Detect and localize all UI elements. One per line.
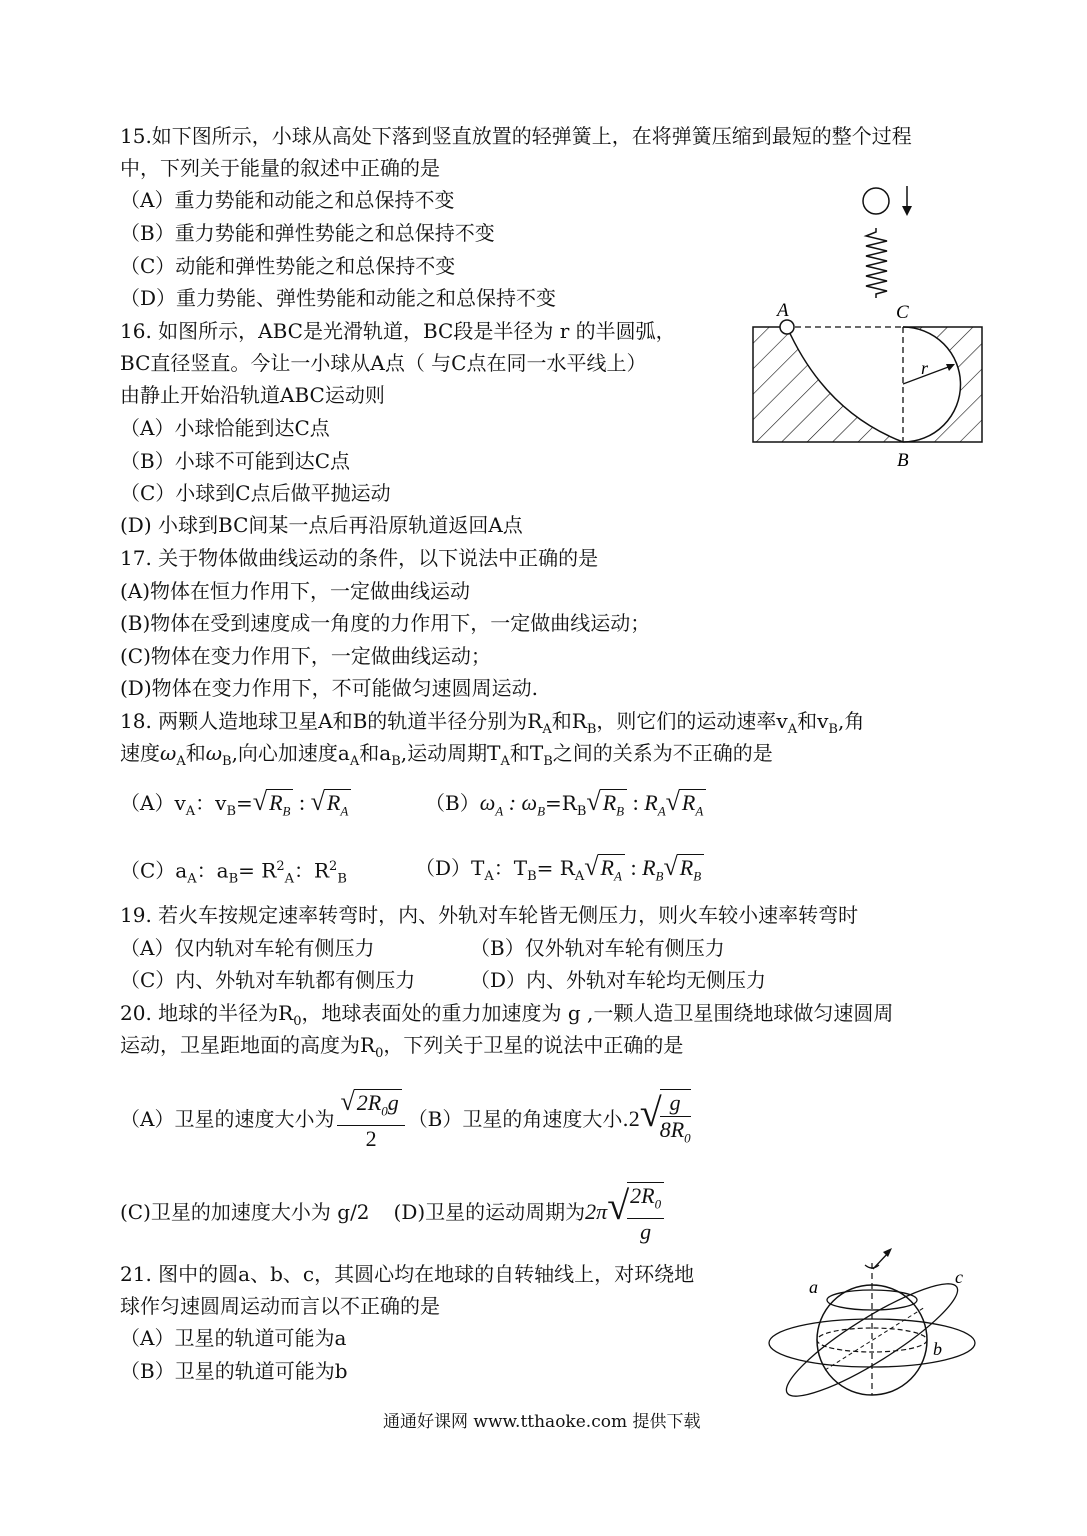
q16-stem-line3: 由静止开始沿轨道ABC运动则: [120, 383, 385, 407]
q20-option-d: (D)卫星的运动周期为: [393, 1200, 586, 1224]
q16-stem-line2: BC直径竖直。今让一小球从A点（ 与C点在同一水平线上）: [120, 351, 647, 375]
q21-option-a: （A）卫星的轨道可能为a: [120, 1326, 347, 1350]
label-orbit-c: c: [955, 1267, 963, 1287]
track-abc-figure: [745, 300, 990, 475]
label-orbit-b: b: [933, 1339, 942, 1359]
earth-orbits-figure: [765, 1245, 990, 1405]
q20-stem-line1: 20. 地球的半径为$R_0$，地球表面处的重力加速度为 g ,一颗人造卫星围绕地球做匀速圆周: [120, 1001, 894, 1029]
q17-option-c: (C)物体在变力作用下，一定做曲线运动；: [120, 644, 491, 668]
q18-option-a: $(A)v_A$：$v_B=√R_B$ : $√R_A$: [120, 788, 351, 826]
q18-option-c: $(C)a_A$：$a_B= R^2_A$：$R^2_B$: [120, 858, 347, 887]
q15-stem-line2: 中，下列关于能量的叙述中正确的是: [120, 156, 440, 180]
q19-option-c: （C）内、外轨对车轨都有侧压力: [120, 968, 416, 992]
q17-option-d: (D)物体在变力作用下，不可能做匀速圆周运动.: [120, 676, 538, 700]
q18-option-b: $(B)\omega_A$ : $\omega_B=R_B√R_B$ : $R_A√R_A$: [425, 788, 706, 826]
q16-option-c: （C）小球到C点后做平抛运动: [120, 481, 391, 505]
q20-option-a: （A）卫星的速度大小为: [120, 1107, 335, 1131]
q18-stem-line1: 18. 两颗人造地球卫星A和B的轨道半径分别为$R_A$和$R_B$，则它们的运动速率$v_A$和$v_B$,角: [120, 709, 865, 737]
q21-stem-line2: 球作匀速圆周运动而言以不正确的是: [120, 1294, 440, 1318]
q19-option-b: （B）仅外轨对车轮有侧压力: [470, 936, 725, 960]
q16-option-b: （B）小球不可能到达C点: [120, 449, 350, 473]
label-b: B: [897, 450, 909, 471]
q16-stem-line1: 16. 如图所示，ABC是光滑轨道，BC段是半径为 r 的半圆弧，: [120, 319, 676, 343]
label-orbit-a: a: [809, 1277, 818, 1297]
q16-option-d: (D) 小球到BC间某一点后再沿原轨道返回A点: [120, 513, 523, 537]
q20-option-c: (C)卫星的加速度大小为 g/2: [120, 1200, 370, 1224]
q17-stem: 17. 关于物体做曲线运动的条件，以下说法中正确的是: [120, 546, 599, 570]
q15-option-c: （C）动能和弹性势能之和总保持不变: [120, 254, 456, 278]
label-a: A: [777, 300, 789, 321]
q21-option-b: （B）卫星的轨道可能为b: [120, 1359, 348, 1383]
q19-option-a: （A）仅内轨对车轮有侧压力: [120, 936, 375, 960]
q15-option-d: （D）重力势能、弹性势能和动能之和总保持不变: [120, 286, 557, 310]
q17-option-a: (A)物体在恒力作用下，一定做曲线运动: [120, 579, 471, 603]
label-c: C: [896, 302, 909, 323]
q18-option-d: $(D)T_A$：$T_B= R_A√R_A$ : $R_B√R_B$: [415, 853, 704, 891]
q16-option-a: （A）小球恰能到达C点: [120, 416, 330, 440]
q15-stem-line1: 15.如下图所示，小球从高处下落到竖直放置的轻弹簧上，在将弹簧压缩到最短的整个过程: [120, 124, 912, 148]
q21-stem-line1: 21. 图中的圆a、b、c，其圆心均在地球的自转轴线上，对环绕地: [120, 1262, 695, 1286]
q18-stem-line2: 速度$\omega_A$和$\omega_B$,向心加速度$a_A$和$a_B$,运动周期$T_A$和$T_B$之间的关系为不正确的是: [120, 741, 773, 769]
q15-option-a: （A）重力势能和动能之和总保持不变: [120, 188, 455, 212]
footer-credit: 通通好课网 www.tthaoke.com 提供下载: [383, 1412, 701, 1432]
q19-option-d: （D）内、外轨对车轮均无侧压力: [470, 968, 767, 992]
q20-options-cd: (C)卫星的加速度大小为 g/2 (D)卫星的运动周期为2π√ $\frac{2R_0}{g}$: [120, 1171, 667, 1241]
q19-stem: 19. 若火车按规定速率转弯时，内、外轨对车轮皆无侧压力，则火车较小速率转弯时: [120, 903, 859, 927]
q20-options-ab: （A）卫星的速度大小为 $\frac{√2R_0g}{2}$ （B）卫星的角速度大小.2√ $\frac{g}{8R_0}$: [120, 1087, 691, 1151]
ball-spring-figure: [850, 180, 920, 305]
label-r: r: [921, 358, 929, 378]
q17-option-b: (B)物体在受到速度成一角度的力作用下，一定做曲线运动；: [120, 611, 651, 635]
q15-option-b: （B）重力势能和弹性势能之和总保持不变: [120, 221, 495, 245]
q20-option-b: （B）卫星的角速度大小.: [407, 1107, 629, 1131]
q20-stem-line2: 运动，卫星距地面的高度为$R_0$，下列关于卫星的说法中正确的是: [120, 1033, 684, 1061]
